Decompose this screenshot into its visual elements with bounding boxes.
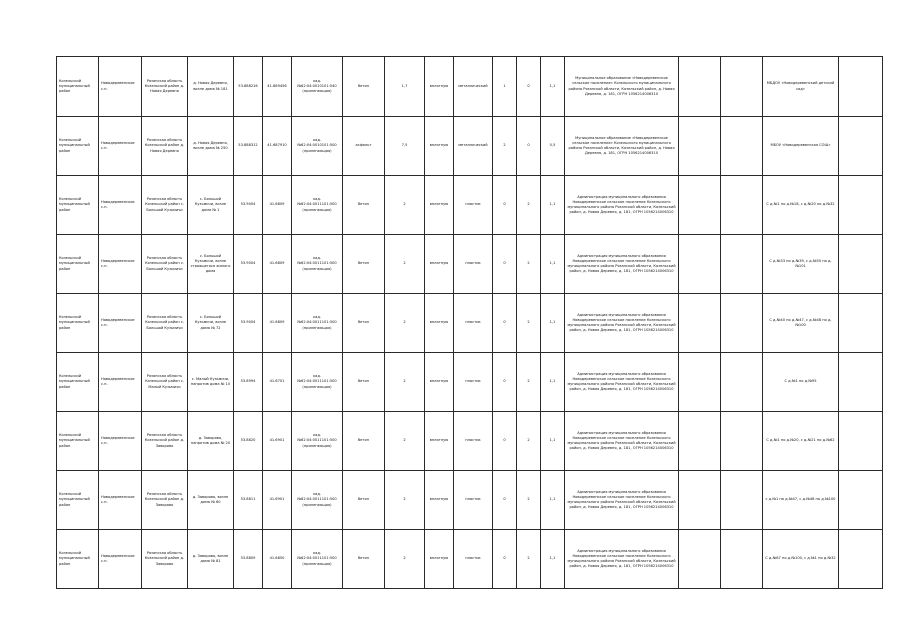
cell-col-16 xyxy=(679,117,721,176)
cell-area: 2 xyxy=(385,471,425,530)
cell-col-19 xyxy=(839,294,883,353)
cell-bins-count: 2 xyxy=(517,176,541,235)
cell-bins-count: 0 xyxy=(517,117,541,176)
cell-fencing: вплотную xyxy=(425,176,454,235)
cell-col-17 xyxy=(721,176,763,235)
cell-address: с. Большой Кузьмичи, возле строящегося жилого дома xyxy=(188,235,234,294)
cell-container-material: металлический xyxy=(454,57,493,117)
cell-cadastral-number: кад.№62:04:0011101:500 (прилегающая) xyxy=(292,294,343,353)
table-row xyxy=(57,412,883,471)
cell-col-19 xyxy=(839,471,883,530)
cell-cadastral-number: кад.№62:04:0011101:500 (прилегающая) xyxy=(292,412,343,471)
cell-latitude: 53.888312 xyxy=(234,117,263,176)
cell-col-19 xyxy=(839,176,883,235)
cell-surface: бетон xyxy=(343,176,385,235)
cell-fencing: вплотную xyxy=(425,235,454,294)
cell-served-objects: С д.№1 по д.№95 xyxy=(763,353,839,412)
cell-cadastral-number: кад.№62:04:0011101:500 (прилегающая) xyxy=(292,471,343,530)
cell-locality: Рязанская область Козельский район д. Новая Деревня xyxy=(142,117,188,176)
cell-fencing: вплотную xyxy=(425,57,454,117)
cell-col-16 xyxy=(679,294,721,353)
cell-latitude: 53.888216 xyxy=(234,57,263,117)
cell-cadastral-number: кад.№62:04:0011101:500 (прилегающая) xyxy=(292,353,343,412)
cell-col-16 xyxy=(679,176,721,235)
cell-address: д. Новая Деревня, возле дома № 250 xyxy=(188,117,234,176)
cell-surface: бетон xyxy=(343,294,385,353)
cell-container-material: металлический xyxy=(454,117,493,176)
cell-area: 2 xyxy=(385,294,425,353)
cell-locality: Рязанская область Козельский район д. Заворово xyxy=(142,412,188,471)
cell-bins-count: 2 xyxy=(517,294,541,353)
cell-latitude: 53.8994 xyxy=(234,353,263,412)
cell-bins-count: 0 xyxy=(517,57,541,117)
cell-container-material: пластик xyxy=(454,353,493,412)
cell-bins-count: 2 xyxy=(517,530,541,589)
cell-surface: бетон xyxy=(343,471,385,530)
cell-longitude: 41.6809 xyxy=(263,294,292,353)
cell-district: Козельский муниципальный район xyxy=(57,117,99,176)
cell-col-17 xyxy=(721,530,763,589)
cell-container-material: пластик xyxy=(454,471,493,530)
cell-district: Козельский муниципальный район xyxy=(57,530,99,589)
cell-served-objects: С д.№33 по д.№39, с д.№50 по д.№101 xyxy=(763,235,839,294)
cell-surface: бетон xyxy=(343,57,385,117)
cell-locality: Рязанская область Козельский район с. Малый Кузьмичи xyxy=(142,353,188,412)
cell-col-19 xyxy=(839,117,883,176)
cell-containers-count: 0 xyxy=(493,235,517,294)
cell-col-16 xyxy=(679,412,721,471)
cell-owner: Муниципальное образование «Новодеревенское сельское поселение» Козельского муниципального района Рязанской области, Козельский район, д. Новая Деревня, д. 181, ОГРН 1056214006310 xyxy=(565,57,679,117)
cell-fencing: вплотную xyxy=(425,294,454,353)
table-body xyxy=(57,57,883,589)
cell-district: Козельский муниципальный район xyxy=(57,471,99,530)
cell-containers-count: 0 xyxy=(493,412,517,471)
cell-locality: Рязанская область Козельский район с. Большой Кузьмичи xyxy=(142,176,188,235)
cell-container-material: пластик xyxy=(454,235,493,294)
cell-containers-count: 0 xyxy=(493,353,517,412)
cell-bins-count: 2 xyxy=(517,471,541,530)
table-row xyxy=(57,530,883,589)
cell-volume: 0,5 xyxy=(541,117,565,176)
cell-containers-count: 0 xyxy=(493,471,517,530)
cell-volume: 1,1 xyxy=(541,471,565,530)
cell-locality: Рязанская область Козельский район с. Большой Кузьмичи xyxy=(142,294,188,353)
cell-containers-count: 0 xyxy=(493,176,517,235)
cell-bins-count: 2 xyxy=(517,353,541,412)
cell-cadastral-number: кад.№62:04:0010101:500 (прилегающая) xyxy=(292,117,343,176)
cell-col-19 xyxy=(839,530,883,589)
cell-col-17 xyxy=(721,412,763,471)
cell-settlement: Новодеревенское с.п. xyxy=(99,353,142,412)
cell-container-material: пластик xyxy=(454,294,493,353)
cell-containers-count: 2 xyxy=(493,117,517,176)
table-row xyxy=(57,57,883,117)
cell-col-17 xyxy=(721,471,763,530)
cell-volume: 1,1 xyxy=(541,294,565,353)
cell-owner: Администрация муниципального образования Новодеревенское сельское поселение Козельского муниципального района Рязанской области, Козельский район, д. Новая Деревня, д. 181, ОГРН 1056214006310 xyxy=(565,412,679,471)
cell-containers-count: 0 xyxy=(493,294,517,353)
cell-cadastral-number: кад.№62:04:0011101:500 (прилегающая) xyxy=(292,530,343,589)
cell-cadastral-number: кад.№62:04:0010101:540 (прилегающая) xyxy=(292,57,343,117)
cell-district: Козельский муниципальный район xyxy=(57,353,99,412)
cell-volume: 1,1 xyxy=(541,412,565,471)
cell-served-objects: МБОУ «Новодеревенская СОШ» xyxy=(763,117,839,176)
cell-volume: 1,1 xyxy=(541,530,565,589)
cell-longitude: 41.6850 xyxy=(263,530,292,589)
cell-longitude: 41.6901 xyxy=(263,412,292,471)
cell-col-17 xyxy=(721,117,763,176)
table-row xyxy=(57,294,883,353)
cell-area: 7,5 xyxy=(385,117,425,176)
cell-bins-count: 2 xyxy=(517,235,541,294)
cell-settlement: Новодеревенское с.п. xyxy=(99,117,142,176)
cell-longitude: 41.689456 xyxy=(263,57,292,117)
cell-district: Козельский муниципальный район xyxy=(57,57,99,117)
cell-owner: Муниципальное образование «Новодеревенское сельское поселение» Козельского муниципального района Рязанской области, Козельский район, д. Новая Деревня, д. 181, ОГРН 1056214006310 xyxy=(565,117,679,176)
cell-col-16 xyxy=(679,353,721,412)
cell-volume: 1,1 xyxy=(541,57,565,117)
cell-latitude: 53.8820 xyxy=(234,412,263,471)
cell-fencing: вплотную xyxy=(425,412,454,471)
cell-longitude: 41.6809 xyxy=(263,176,292,235)
cell-col-19 xyxy=(839,57,883,117)
table-row xyxy=(57,235,883,294)
cell-owner: Администрация муниципального образования Новодеревенское сельское поселение Козельского муниципального района Рязанской области, Козельский район, д. Новая Деревня, д. 181, ОГРН 1056214006310 xyxy=(565,353,679,412)
cell-surface: бетон xyxy=(343,530,385,589)
cell-owner: Администрация муниципального образования Новодеревенское сельское поселение Козельского муниципального района Рязанской области, Козельский район, д. Новая Деревня, д. 181, ОГРН 1056214006310 xyxy=(565,471,679,530)
cell-address: с. Большой Кузьмичи, возле дома № 72 xyxy=(188,294,234,353)
cell-col-19 xyxy=(839,412,883,471)
cell-cadastral-number: кад.№62:04:0011101:500 (прилегающая) xyxy=(292,176,343,235)
cell-address: д. Новая Деревня, возле дома № 181 xyxy=(188,57,234,117)
cell-bins-count: 2 xyxy=(517,412,541,471)
cell-col-17 xyxy=(721,294,763,353)
cell-fencing: вплотную xyxy=(425,117,454,176)
cell-col-17 xyxy=(721,353,763,412)
cell-settlement: Новодеревенское с.п. xyxy=(99,412,142,471)
cell-col-16 xyxy=(679,530,721,589)
cell-surface: бетон xyxy=(343,235,385,294)
cell-surface: асфальт xyxy=(343,117,385,176)
cell-col-17 xyxy=(721,57,763,117)
cell-area: 2 xyxy=(385,530,425,589)
cell-area: 2 xyxy=(385,353,425,412)
cell-surface: бетон xyxy=(343,353,385,412)
cell-col-19 xyxy=(839,353,883,412)
cell-longitude: 41.6809 xyxy=(263,235,292,294)
cell-col-16 xyxy=(679,57,721,117)
cell-surface: бетон xyxy=(343,412,385,471)
cell-district: Козельский муниципальный район xyxy=(57,176,99,235)
cell-address: д. Заворово, возле дома № 81 xyxy=(188,530,234,589)
cell-served-objects: с д.№1 по д.№47, с д.№48 по д.№100 xyxy=(763,471,839,530)
cell-latitude: 53.8811 xyxy=(234,471,263,530)
cell-served-objects: С д.№40 по д.№47, с д.№48 по д.№100 xyxy=(763,294,839,353)
container-sites-table xyxy=(56,56,883,589)
cell-container-material: пластик xyxy=(454,176,493,235)
cell-settlement: Новодеревенское с.п. xyxy=(99,530,142,589)
cell-locality: Рязанская область Козельский район д. Новая Деревня xyxy=(142,57,188,117)
cell-locality: Рязанская область Козельский район с. Большой Кузьмичи xyxy=(142,235,188,294)
cell-settlement: Новодеревенское с.п. xyxy=(99,176,142,235)
cell-locality: Рязанская область Козельский район д. Заворово xyxy=(142,471,188,530)
cell-area: 2 xyxy=(385,176,425,235)
table-row xyxy=(57,176,883,235)
cell-col-16 xyxy=(679,471,721,530)
cell-cadastral-number: кад.№62:04:0011101:500 (прилегающая) xyxy=(292,235,343,294)
cell-area: 2 xyxy=(385,412,425,471)
table-row xyxy=(57,353,883,412)
cell-address: с. Малый Кузьмичи, напротив дома № 10 xyxy=(188,353,234,412)
cell-volume: 1,1 xyxy=(541,353,565,412)
cell-area: 2 xyxy=(385,235,425,294)
cell-longitude: 41.6701 xyxy=(263,353,292,412)
cell-district: Козельский муниципальный район xyxy=(57,235,99,294)
cell-owner: Администрация муниципального образования Новодеревенское сельское поселение Козельского муниципального района Рязанской области, Козельский район, д. Новая Деревня, д. 181, ОГРН 1056214006310 xyxy=(565,176,679,235)
cell-served-objects: МБДОУ «Новодеревенский детский сад» xyxy=(763,57,839,117)
cell-address: д. Заворово, напротив дома № 20 xyxy=(188,412,234,471)
cell-fencing: вплотную xyxy=(425,471,454,530)
cell-served-objects: С д.№67 по д.№100, с д.№1 по д.№32 xyxy=(763,530,839,589)
cell-served-objects: С д.№1 по д.№18, с д.№20 по д.№32 xyxy=(763,176,839,235)
cell-container-material: пластик xyxy=(454,530,493,589)
cell-volume: 1,1 xyxy=(541,235,565,294)
cell-col-17 xyxy=(721,235,763,294)
cell-owner: Администрация муниципального образования Новодеревенское сельское поселение Козельского муниципального района Рязанской области, Козельский район, д. Новая Деревня, д. 181, ОГРН 1056214006310 xyxy=(565,235,679,294)
cell-volume: 1,1 xyxy=(541,176,565,235)
cell-fencing: вплотную xyxy=(425,530,454,589)
cell-served-objects: С д.№1 по д.№20, с д.№21 по д.№62 xyxy=(763,412,839,471)
table-row xyxy=(57,471,883,530)
cell-address: с. Большой Кузьмичи, возле дома № 1 xyxy=(188,176,234,235)
cell-district: Козельский муниципальный район xyxy=(57,294,99,353)
cell-settlement: Новодеревенское с.п. xyxy=(99,235,142,294)
cell-longitude: 41.6901 xyxy=(263,471,292,530)
cell-container-material: пластик xyxy=(454,412,493,471)
cell-owner: Администрация муниципального образования Новодеревенское сельское поселение Козельского муниципального района Рязанской области, Козельский район, д. Новая Деревня, д. 181, ОГРН 1056214006310 xyxy=(565,530,679,589)
table-row xyxy=(57,117,883,176)
cell-latitude: 53.9004 xyxy=(234,294,263,353)
cell-locality: Рязанская область Козельский район д. Заворово xyxy=(142,530,188,589)
cell-latitude: 53.8809 xyxy=(234,530,263,589)
cell-latitude: 53.9004 xyxy=(234,176,263,235)
cell-longitude: 41.687910 xyxy=(263,117,292,176)
cell-settlement: Новодеревенское с.п. xyxy=(99,294,142,353)
cell-col-16 xyxy=(679,235,721,294)
cell-settlement: Новодеревенское с.п. xyxy=(99,471,142,530)
cell-containers-count: 1 xyxy=(493,57,517,117)
cell-area: 1,7 xyxy=(385,57,425,117)
cell-latitude: 53.9004 xyxy=(234,235,263,294)
cell-district: Козельский муниципальный район xyxy=(57,412,99,471)
cell-containers-count: 0 xyxy=(493,530,517,589)
cell-fencing: вплотную xyxy=(425,353,454,412)
cell-col-19 xyxy=(839,235,883,294)
cell-owner: Администрация муниципального образования Новодеревенское сельское поселение Козельского муниципального района Рязанской области, Козельский район, д. Новая Деревня, д. 181, ОГРН 1056214006310 xyxy=(565,294,679,353)
cell-address: д. Заворово, возле дома № 60 xyxy=(188,471,234,530)
cell-settlement: Новодеревенское с.п. xyxy=(99,57,142,117)
